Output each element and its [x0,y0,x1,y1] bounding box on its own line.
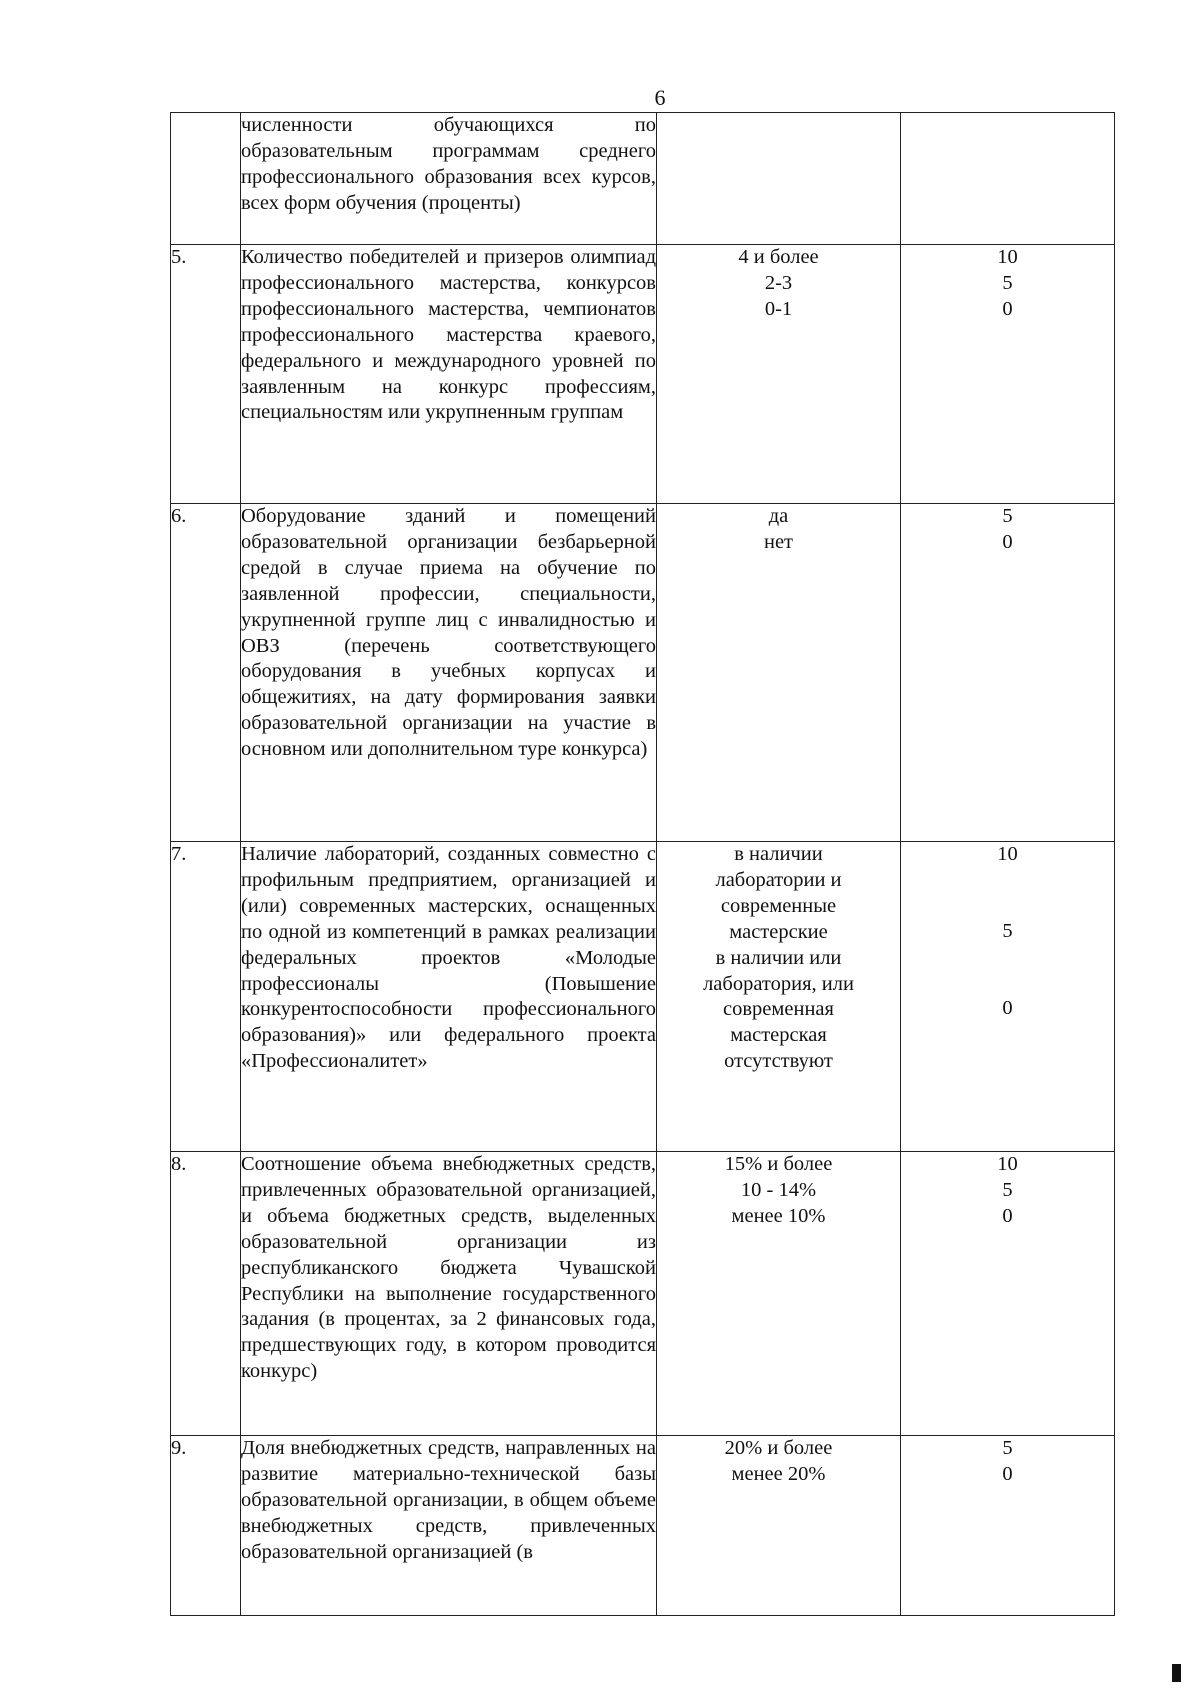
criterion: да [768,505,789,527]
table-row [171,1152,1115,1436]
points-cell [901,504,1115,842]
points-value: 5 [1002,1437,1013,1459]
scan-mark [1172,1664,1181,1682]
indicator-text: Оборудование зданий и помещений образовательной организации безбарьерной средой в случае приема на обучение по заявленной профессии, специальности, укрупненной группе лиц с инвалидностью и ОВЗ (перечень соответствующего оборудования в учебных корпусах и общежитиях, на дату формирования заявки образовательной организации на участие в основном или дополнительном туре конкурса) [241,505,656,761]
table-row [171,842,1115,1152]
table-row [171,113,1115,245]
table-row [171,504,1115,842]
criterion-line: отсутствуют [724,1050,833,1073]
row-number: 9. [171,1436,241,1616]
indicator-text: Наличие лабораторий, созданных совместно с профильным предприятием, организацией и (или) современных мастерских, оснащенных по одной из компетенций в рамках реализации федеральных проектов «Молодые профессионалы (Повышение конкурентоспособности профессионального образования)» или федерального проекта «Профессионалитет» [241,843,656,1073]
criterion: 0-1 [764,297,793,320]
indicator-text: Доля внебюджетных средств, направленных на развитие материально-технической базы образовательной организации, в общем объеме внебюджетных средств, привлеченных образовательной организацией (в [241,1437,656,1563]
criterion: 10 - 14% [740,1178,817,1201]
points-value: 10 [997,1153,1018,1175]
row-number: 7. [171,842,241,1152]
points-cell [901,245,1115,504]
indicator-text: Соотношение объема внебюджетных средств, привлеченных образовательной организацией, и объема бюджетных средств, выделенных образовательной организации из республиканского бюджета Чувашской Республики на выполнение государственного задания (в процентах, за 2 финансовых года, предшествующих году, в котором проводится конкурс) [241,1153,656,1383]
points-value: 0 [1002,1462,1013,1485]
criterion-line: мастерская [730,1024,827,1047]
criterion-line: в наличии или [715,946,842,969]
points-value: 0 [1002,297,1013,320]
criterion: 20% и более [724,1437,833,1459]
points-value: 0 [1002,530,1013,553]
points-value: 5 [1002,271,1013,294]
points-cell [901,842,1115,1152]
points-cell [901,1436,1115,1616]
points-value: 5 [1002,919,1013,942]
page-number: 6 [654,85,666,110]
criterion-line: лаборатории и [715,868,842,891]
table-row [171,1436,1115,1616]
points-value: 10 [997,246,1018,268]
criterion: менее 20% [731,1462,826,1485]
points-value: 5 [1002,505,1013,527]
points-value: 0 [1002,1204,1013,1227]
criterion-line: в наличии [734,843,823,865]
criteria-cell [657,1152,901,1436]
row-number: 6. [171,504,241,842]
points-cell [901,113,1115,245]
criteria-table [170,112,1115,1616]
criterion: менее 10% [731,1204,826,1227]
criteria-cell [657,1436,901,1616]
points-cell [901,1152,1115,1436]
criterion: 15% и более [724,1153,833,1175]
points-value: 0 [1002,996,1013,1019]
row-number [171,113,241,245]
criterion-line: современные [720,894,837,917]
criteria-cell [657,842,901,1152]
criterion-line: лаборатория, или [703,972,854,995]
criterion-line: современная [723,998,834,1021]
criteria-cell [657,113,901,245]
criterion-line: мастерские [729,920,828,943]
criterion: 2-3 [764,271,793,294]
table-row [171,245,1115,504]
row-number: 8. [171,1152,241,1436]
criterion: нет [763,530,794,553]
criteria-cell [657,504,901,842]
indicator-text: численности обучающихся по образовательным программам среднего профессионального образования всех курсов, всех форм обучения (проценты) [241,114,656,214]
points-value: 5 [1002,1178,1013,1201]
criteria-cell [657,245,901,504]
indicator-text: Количество победителей и призеров олимпиад профессионального мастерства, конкурсов профессионального мастерства, чемпионатов профессионального мастерства краевого, федерального и международного уровней по заявленным на конкурс профессиям, специальностям или укрупненным группам [241,246,656,424]
points-value: 10 [997,843,1018,865]
criterion: 4 и более [738,246,819,268]
row-number: 5. [171,245,241,504]
